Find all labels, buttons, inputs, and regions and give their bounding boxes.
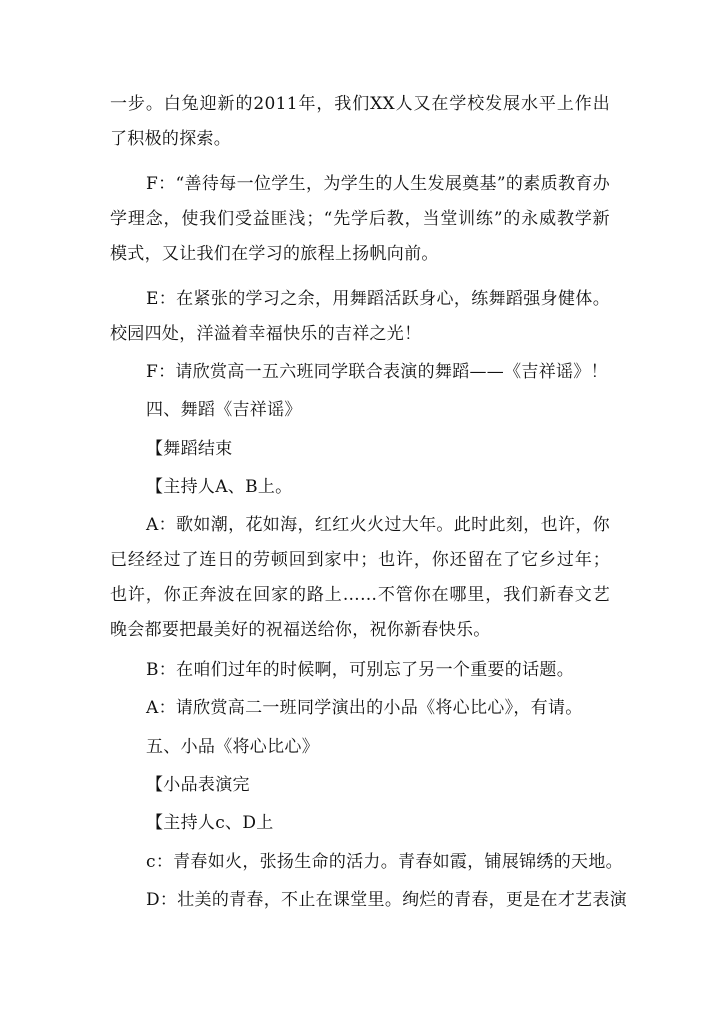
stage-direction-hosts-cd: 【主持人c、D上 [146,813,274,833]
paragraph-d-youth: D：壮美的青春，不止在课堂里。绚烂的青春，更是在才艺表演 [146,890,628,910]
paragraph-intro-continuation: 一步。白兔迎新的2011年，我们XX人又在学校发展水平上作出了积极的探索。 [110,94,610,149]
stage-direction-dance-end: 【舞蹈结束 [146,439,233,459]
paragraph-b-topic: B：在咱们过年的时候啊，可别忘了另一个重要的话题。 [146,660,574,680]
paragraph-a-skit-intro: A：请欣赏高二一班同学演出的小品《将心比心》，有请。 [146,698,583,718]
paragraph-e-dance-fitness: E：在紧张的学习之余，用舞蹈活跃身心，练舞蹈强身健体。校园四处，洋溢着幸福快乐的吉祥之光！ [110,289,610,344]
paragraph-f-education-philosophy: F：“善待每一位学生，为学生的人生发展奠基”的素质教育办学理念，使我们受益匪浅；“先学后教，当堂训练”的永威教学新模式，又让我们在学习的旅程上扬帆向前。 [110,174,610,264]
paragraph-f-dance-intro: F：请欣赏高一五六班同学联合表演的舞蹈——《吉祥谣》！ [146,362,608,382]
paragraph-c-youth: c：青春如火，张扬生命的活力。青春如霞，铺展锦绣的天地。 [146,852,623,872]
section-heading-skit: 五、小品《将心比心》 [146,737,319,757]
stage-direction-hosts-ab: 【主持人A、B上。 [146,477,293,497]
section-heading-dance: 四、舞蹈《吉祥谣》 [146,400,302,420]
stage-direction-skit-end: 【小品表演完 [146,775,250,795]
paragraph-a-new-year-greeting: A：歌如潮，花如海，红红火火过大年。此时此刻，也许，你已经经过了连日的劳顿回到家中；也许，你还留在了它乡过年；也许，你正奔波在回家的路上……不管你在哪里，我们新春文艺晚会都要把最美好的祝福送给你，祝你新春快乐。 [110,515,610,640]
